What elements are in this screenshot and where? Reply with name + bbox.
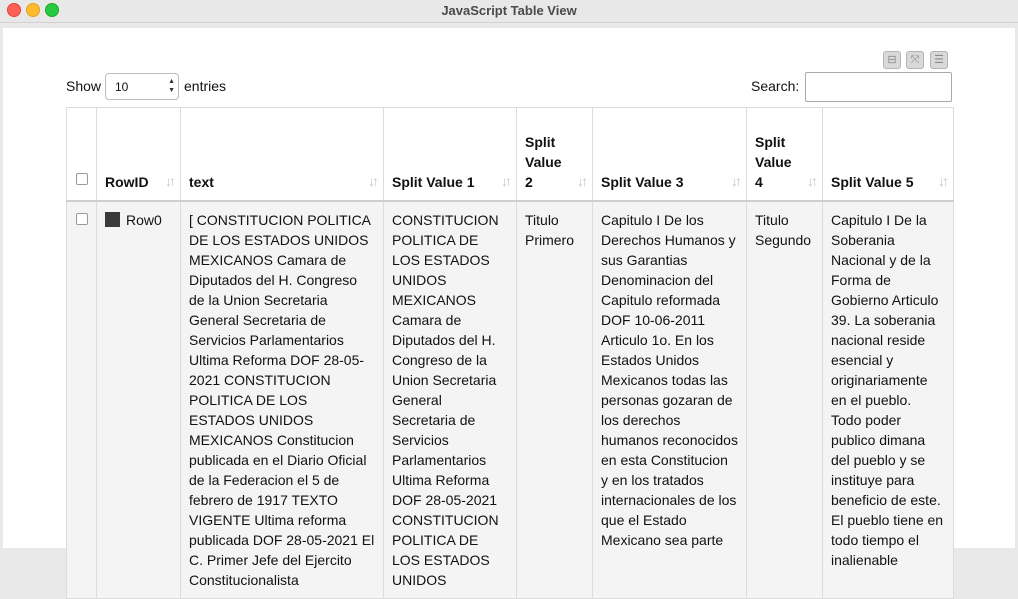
sort-icon: ↓↑ [368,173,376,189]
minimize-icon[interactable]: ⊟ [883,51,901,69]
row-checkbox[interactable] [76,213,88,225]
expand-icon[interactable]: ⤧ [906,51,924,69]
split-value-4-cell: Titulo Segundo [747,201,823,599]
entries-select[interactable] [105,73,179,100]
header-row [67,108,954,202]
sort-icon: ↓↑ [165,173,173,189]
split-value-2-cell: Titulo Primero [517,201,593,599]
row-color-swatch [105,212,120,227]
column-header-rowid[interactable]: RowID ↓↑ [97,108,181,202]
column-header-split-value-5[interactable]: Split Value 5 ↓↑ [823,108,954,202]
search-label: Search: [751,78,800,94]
column-header-split-value-2[interactable]: Split Value 2 ↓↑ [517,108,593,202]
show-label: Show [66,78,102,94]
select-arrows-icon: ▲ ▼ [168,78,175,94]
window-title: JavaScript Table View [441,3,577,18]
rowid-cell [97,201,181,599]
column-header-split-value-4[interactable]: Split Value 4 ↓↑ [747,108,823,202]
entries-value: 10 [115,80,129,94]
table-view-panel [3,28,1015,588]
select-all-cell [67,108,97,202]
split-value-1-cell: CONSTITUCION POLITICA DE LOS ESTADOS UNIDOS MEXICANOS Camara de Diputados del H. Congreso de la Union Secretaria General Secretaria de Servicios Parlamentarios Ultima Reforma DOF 28-05-2021 CONSTITUCION POLITICA DE LOS ESTADOS UNIDOS [384,201,517,599]
sort-icon: ↓↑ [938,173,946,189]
row-select-cell [67,201,97,599]
menu-icon[interactable]: ☰ [930,51,948,69]
sort-icon: ↓↑ [807,173,815,189]
split-value-3-cell: Capitulo I De los Derechos Humanos y sus Garantias Denominacion del Capitulo reformada DOF 10-06-2011 Articulo 1o. En los Estados Unidos Mexicanos todas las personas gozaran de los derechos humanos reconocidos en esta Constitucion y en los tratados internacionales de los que el Estado Mexicano sea parte [593,201,747,599]
column-header-split-value-1[interactable]: Split Value 1 ↓↑ [384,108,517,202]
sort-icon: ↓↑ [731,173,739,189]
sort-icon: ↓↑ [501,173,509,189]
title-bar [0,0,1018,23]
search-input[interactable] [805,72,952,102]
data-table [66,107,954,599]
table-row[interactable] [67,201,954,599]
column-header-text[interactable]: text ↓↑ [181,108,384,202]
split-value-5-cell: Capitulo I De la Soberania Nacional y de la Forma de Gobierno Articulo 39. La soberania nacional reside esencial y originariamente en el pueblo. Todo poder publico dimana del pueblo y se instituye para beneficio de este. El pueblo tiene en todo tiempo el inalienable [823,201,954,599]
sort-icon: ↓↑ [577,173,585,189]
column-header-split-value-3[interactable]: Split Value 3 ↓↑ [593,108,747,202]
select-all-checkbox[interactable] [76,173,88,185]
rowid-text: Row0 [126,212,162,228]
text-cell: [ CONSTITUCION POLITICA DE LOS ESTADOS UNIDOS MEXICANOS Camara de Diputados del H. Congreso de la Union Secretaria General Secretaria de Servicios Parlamentarios Ultima Reforma DOF 28-05-2021 CONSTITUCION POLITICA DE LOS ESTADOS UNIDOS MEXICANOS Constitucion publicada en el Diario Oficial de la Federacion el 5 de febrero de 1917 TEXTO VIGENTE Ultima reforma publicada DOF 28-05-2021 El C. Primer Jefe del Ejercito Constitucionalista [181,201,384,599]
entries-label: entries [184,78,227,94]
